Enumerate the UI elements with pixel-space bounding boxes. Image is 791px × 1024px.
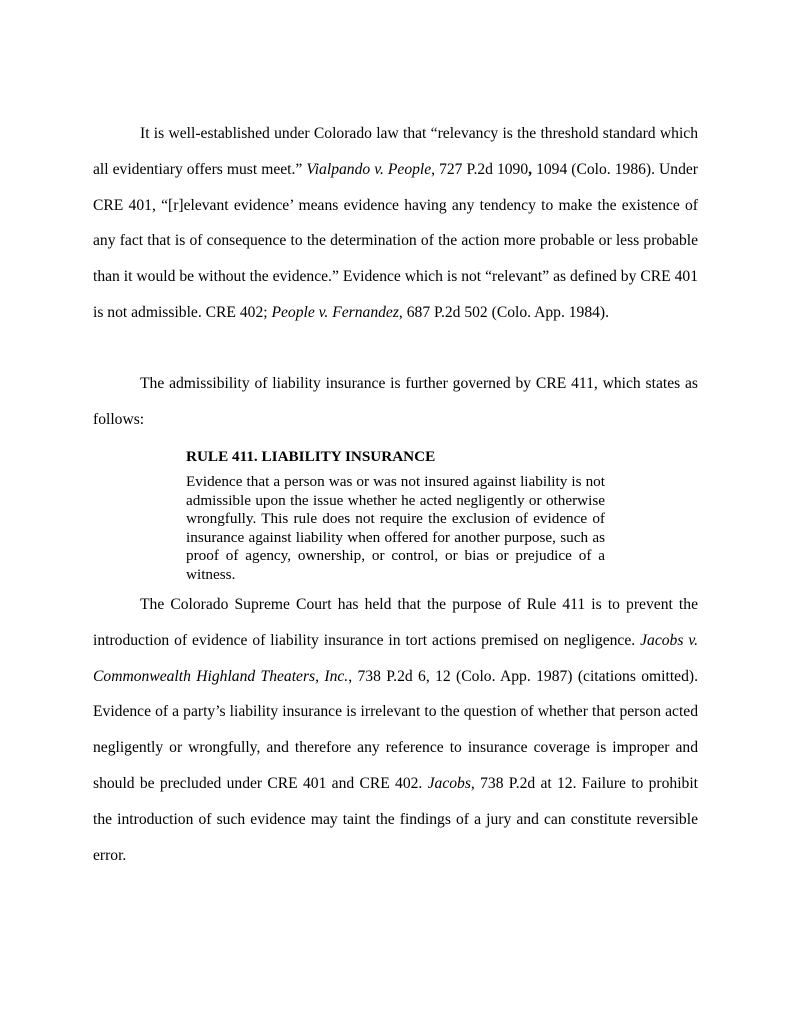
rule-heading: RULE 411. LIABILITY INSURANCE (186, 448, 436, 465)
paragraph-text: , 738 P.2d at 12. Failure to prohibit the introduction of such evidence may taint the findings of a jury and can constitute reversible error. (93, 774, 698, 864)
paragraph-text: The admissibility of liability insurance is further governed by CRE 411, which states as follows: (93, 375, 698, 428)
paragraph-text: , 738 P.2d 6, 12 (Colo. App. 1987) (citations omitted). Evidence of a party’s liability insurance is irrelevant to the question of whether that person acted negligently or wrongfully, and therefore any reference to insurance coverage is improper and should be precluded under CRE 401 and CRE 402. (93, 667, 698, 792)
case-citation: Vialpando v. People (306, 160, 432, 178)
rule-411-block-quote (186, 446, 605, 585)
case-citation: People v. Fernandez (271, 303, 399, 321)
case-citation: Jacobs (427, 774, 471, 792)
paragraph-text: , 727 P.2d 1090 (431, 160, 529, 178)
paragraph-relevancy (93, 116, 698, 331)
rule-text: Evidence that a person was or was not insured against liability is not admissible upon the issue whether he acted negligently or otherwise wrongfully. This rule does not require the exclusion of evidence of insurance against liability when offered for another purpose, such as proof of agency, ownership, or control, or bias or prejudice of a witness. (186, 473, 605, 583)
paragraph-text: , 687 P.2d 502 (Colo. App. 1984). (398, 303, 610, 321)
case-citation: Jacobs v. Commonwealth Highland Theaters, Inc. (93, 631, 698, 685)
paragraph-text: , (528, 160, 533, 178)
paragraph-text: It is well-established under Colorado law that “relevancy is the threshold standard which all evidentiary offers must meet.” (93, 125, 698, 178)
paragraph-cre-411-intro (93, 366, 698, 438)
paragraph-supreme-court (93, 587, 698, 873)
paragraph-text: 1094 (Colo. 1986). Under CRE 401, “[r]elevant evidence’ means evidence having any tendency to make the existence of any fact that is of consequence to the determination of the action more probable or less probable than it would be without the evidence.” Evidence which is not “relevant” as defined by CRE 401 is not admissible. CRE 402; (93, 160, 698, 321)
paragraph-text: The Colorado Supreme Court has held that the purpose of Rule 411 is to prevent the introduction of evidence of liability insurance in tort actions premised on negligence. (93, 596, 698, 649)
